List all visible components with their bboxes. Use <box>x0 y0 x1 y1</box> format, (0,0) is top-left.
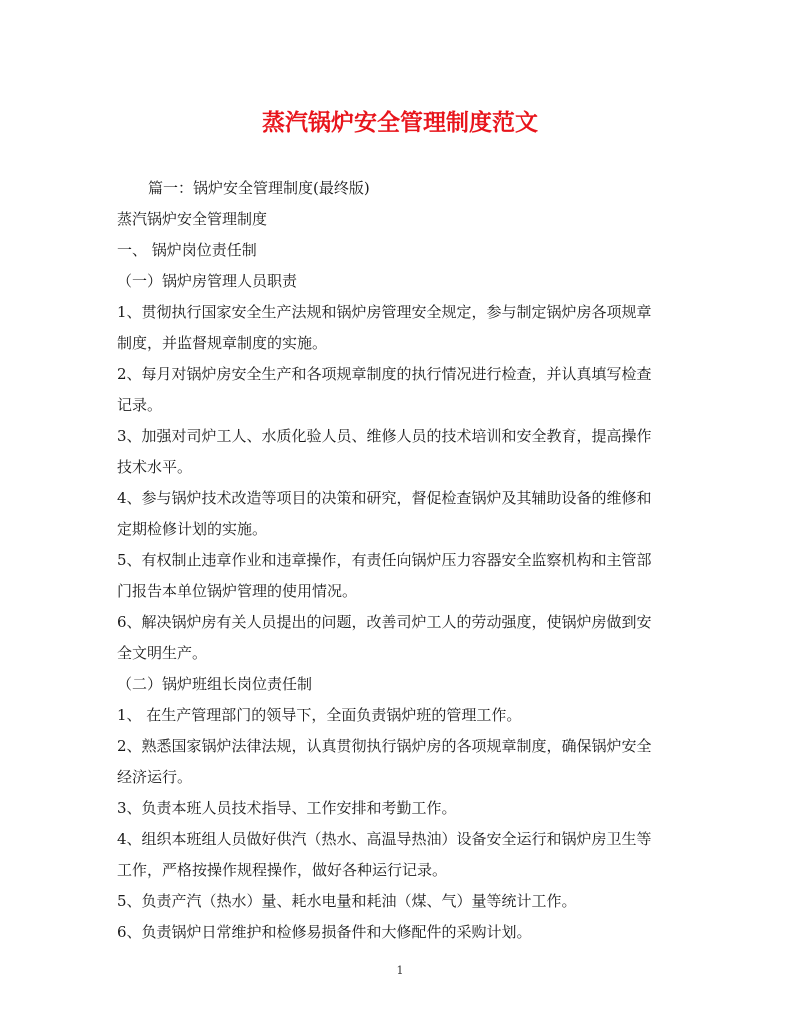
paragraph-line: 5、负责产汽（热水）量、耗水电量和耗油（煤、气）量等统计工作。 <box>117 892 577 910</box>
paragraph-line: 记录。 <box>117 396 163 414</box>
paragraph-line: 3、加强对司炉工人、水质化验人员、维修人员的技术培训和安全教育，提高操作 <box>117 427 652 445</box>
paragraph-line: 6、解决锅炉房有关人员提出的问题，改善司炉工人的劳动强度，使锅炉房做到安 <box>117 613 652 631</box>
section-heading: 篇一：锅炉安全管理制度(最终版) <box>148 179 370 197</box>
subtitle: 蒸汽锅炉安全管理制度 <box>117 210 268 228</box>
paragraph-line: 2、每月对锅炉房安全生产和各项规章制度的执行情况进行检查，并认真填写检查 <box>117 365 652 383</box>
heading-level-1: 一、 锅炉岗位责任制 <box>117 241 257 259</box>
paragraph-line: 1、贯彻执行国家安全生产法规和锅炉房管理安全规定，参与制定锅炉房各项规章 <box>117 303 652 321</box>
heading-level-2: （一）锅炉房管理人员职责 <box>117 272 298 290</box>
heading-level-2: （二）锅炉班组长岗位责任制 <box>117 675 313 693</box>
paragraph-line: 2、熟悉国家锅炉法律法规，认真贯彻执行锅炉房的各项规章制度，确保锅炉安全 <box>117 737 652 755</box>
document-title: 蒸汽锅炉安全管理制度范文 <box>262 110 538 136</box>
paragraph-line: 1、 在生产管理部门的领导下，全面负责锅炉班的管理工作。 <box>117 706 522 724</box>
paragraph-line: 工作，严格按操作规程操作，做好各种运行记录。 <box>117 861 448 879</box>
paragraph-line: 定期检修计划的实施。 <box>117 520 268 538</box>
paragraph-line: 4、组织本班组人员做好供汽（热水、高温导热油）设备安全运行和锅炉房卫生等 <box>117 830 652 848</box>
paragraph-line: 4、参与锅炉技术改造等项目的决策和研究，督促检查锅炉及其辅助设备的维修和 <box>117 489 652 507</box>
paragraph-line: 5、有权制止违章作业和违章操作，有责任向锅炉压力容器安全监察机构和主管部 <box>117 551 652 569</box>
paragraph-line: 全文明生产。 <box>117 644 208 662</box>
paragraph-line: 技术水平。 <box>117 458 193 476</box>
paragraph-line: 经济运行。 <box>117 768 193 786</box>
page-number: 1 <box>396 964 404 977</box>
paragraph-line: 门报告本单位锅炉管理的使用情况。 <box>117 582 358 600</box>
paragraph-line: 6、负责锅炉日常维护和检修易损备件和大修配件的采购计划。 <box>117 923 532 941</box>
paragraph-line: 3、负责本班人员技术指导、工作安排和考勤工作。 <box>117 799 457 817</box>
paragraph-line: 制度，并监督规章制度的实施。 <box>117 334 328 352</box>
